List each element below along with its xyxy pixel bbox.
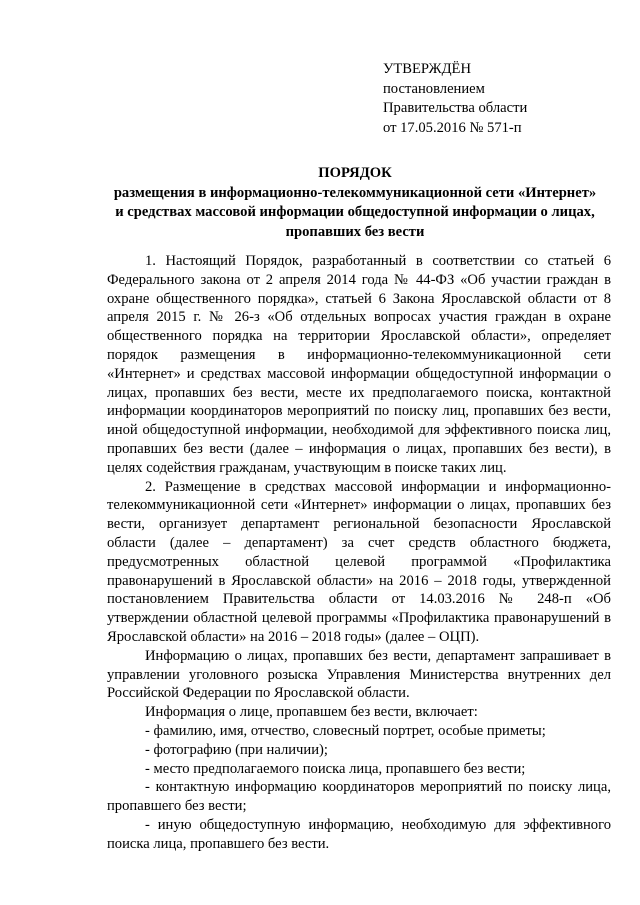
document-title: ПОРЯДОК (318, 165, 392, 181)
paragraph-4: Информация о лице, пропавшем без вести, включает: (145, 704, 478, 721)
document-subtitle-line: пропавших без вести (285, 223, 425, 240)
paragraph-1: 1. Настоящий Порядок, разработанный в соответствии со статьей 6 Федерального закона от 2 апреля 2014 года № 44-ФЗ «Об участии граждан в охране общественного порядка», статьей 6 Закона Ярославской области от 8 апреля 2015 г. № 26-з «Об отдельных вопросах участия граждан в охране общественного порядка на территории Ярославской области», определяет порядок размещения в информационно-телекоммуникационной сети «Интернет» и средствах массовой информации общедоступной информации о лицах, пропавших без вести, месте их предполагаемого поиска, контактной информации координаторов мероприятий по поиску лиц, пропавших без вести, иной общедоступной информации, необходимой для эффективного поиска лиц, пропавших без вести (далее – информация о лицах, пропавших без вести), в целях содействия гражданам, участвующим в поиске таких лиц. (107, 253, 611, 476)
paragraph-2: 2. Размещение в средствах массовой информации и информационно-телекоммуникационной сети «Интернет» информации о лицах, пропавших без вести, организует департамент региональной безопасности Ярославской области (далее – департамент) за счет средств областного бюджета, предусмотренных областной целевой программой «Профилактика правонарушений в Ярославской области» на 2016 – 2018 годы, утвержденной постановлением Правительства области от 14.03.2016 № 248-п «Об утверждении областной целевой программы «Профилактика правонарушений в Ярославской области» на 2016 – 2018 годы» (далее – ОЦП). (107, 478, 611, 645)
approval-stamp (383, 60, 527, 138)
list-item: - контактную информацию координаторов мероприятий по поиску лица, пропавшего без вести; (107, 779, 611, 815)
list-item: - фотографию (при наличии); (145, 741, 328, 758)
approval-line: постановлением (383, 80, 485, 97)
document-body (107, 252, 611, 854)
list-item: - иную общедоступную информацию, необходимую для эффективного поиска лица, пропавшего без вести. (107, 816, 611, 852)
document-subtitle-line: и средствах массовой информации общедоступной информации о лицах, (115, 204, 595, 220)
approval-line: Правительства области (383, 100, 528, 116)
document-heading (100, 164, 610, 242)
approval-title: УТВЕРЖДЁН (383, 61, 471, 77)
approval-date-number: от 17.05.2016 № 571-п (383, 119, 522, 136)
list-item: - фамилию, имя, отчество, словесный портрет, особые приметы; (145, 722, 546, 739)
document-subtitle-line: размещения в информационно-телекоммуникационной сети «Интернет» (113, 184, 597, 201)
list-item: - место предполагаемого поиска лица, пропавшего без вести; (145, 760, 526, 777)
paragraph-3: Информацию о лицах, пропавших без вести, департамент запрашивает в управлении уголовного розыска Управления Министерства внутренних дел Российской Федерации по Ярославской области. (107, 647, 611, 702)
